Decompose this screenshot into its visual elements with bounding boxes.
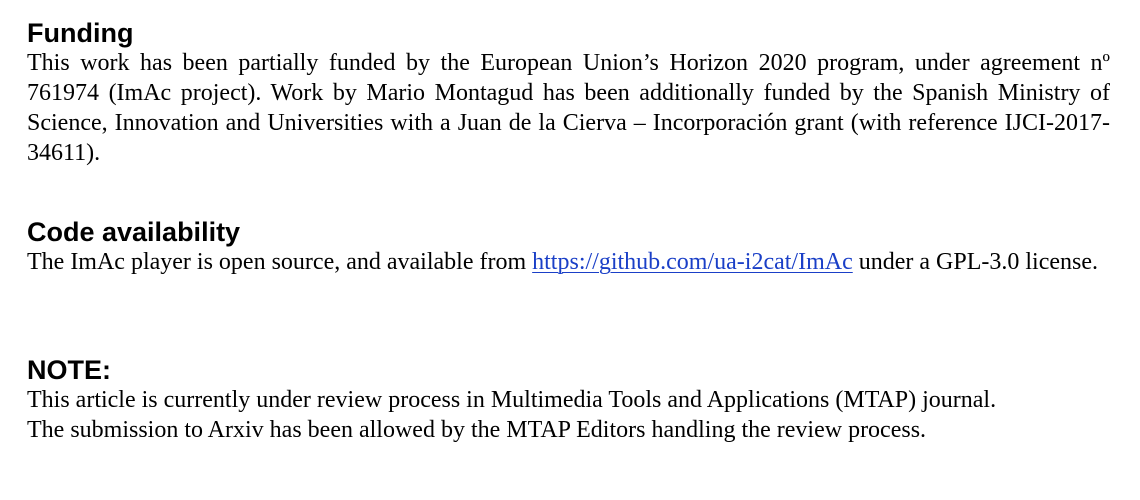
- funding-heading: Funding: [27, 18, 134, 48]
- funding-paragraph: This work has been partially funded by the European Union’s Horizon 2020 program, under agreement nº 761974 (ImAc project). Work by Mario Montagud has been additionally funded by the Spanish Ministry of Science, Innovation and Universities with a Juan de la Cierva – Incorporación grant (with reference IJCI-2017-34611).: [27, 50, 1110, 166]
- code-availability-text-before: The ImAc player is open source, and available from: [27, 249, 533, 275]
- code-availability-section: [27, 217, 1110, 277]
- funding-section: [27, 18, 1110, 168]
- github-link[interactable]: https://github.com/ua-i2cat/ImAc: [532, 249, 853, 275]
- note-line-1: This article is currently under review process in Multimedia Tools and Applications (MTAP) journal.: [27, 387, 997, 413]
- code-availability-text-after: under a GPL-3.0 license.: [852, 249, 1099, 275]
- note-section: [27, 355, 1110, 445]
- code-availability-paragraph: [27, 247, 1110, 277]
- code-availability-heading: Code availability: [27, 217, 241, 247]
- note-heading: NOTE:: [27, 355, 111, 385]
- note-line-2: The submission to Arxiv has been allowed by the MTAP Editors handling the review process.: [27, 417, 927, 443]
